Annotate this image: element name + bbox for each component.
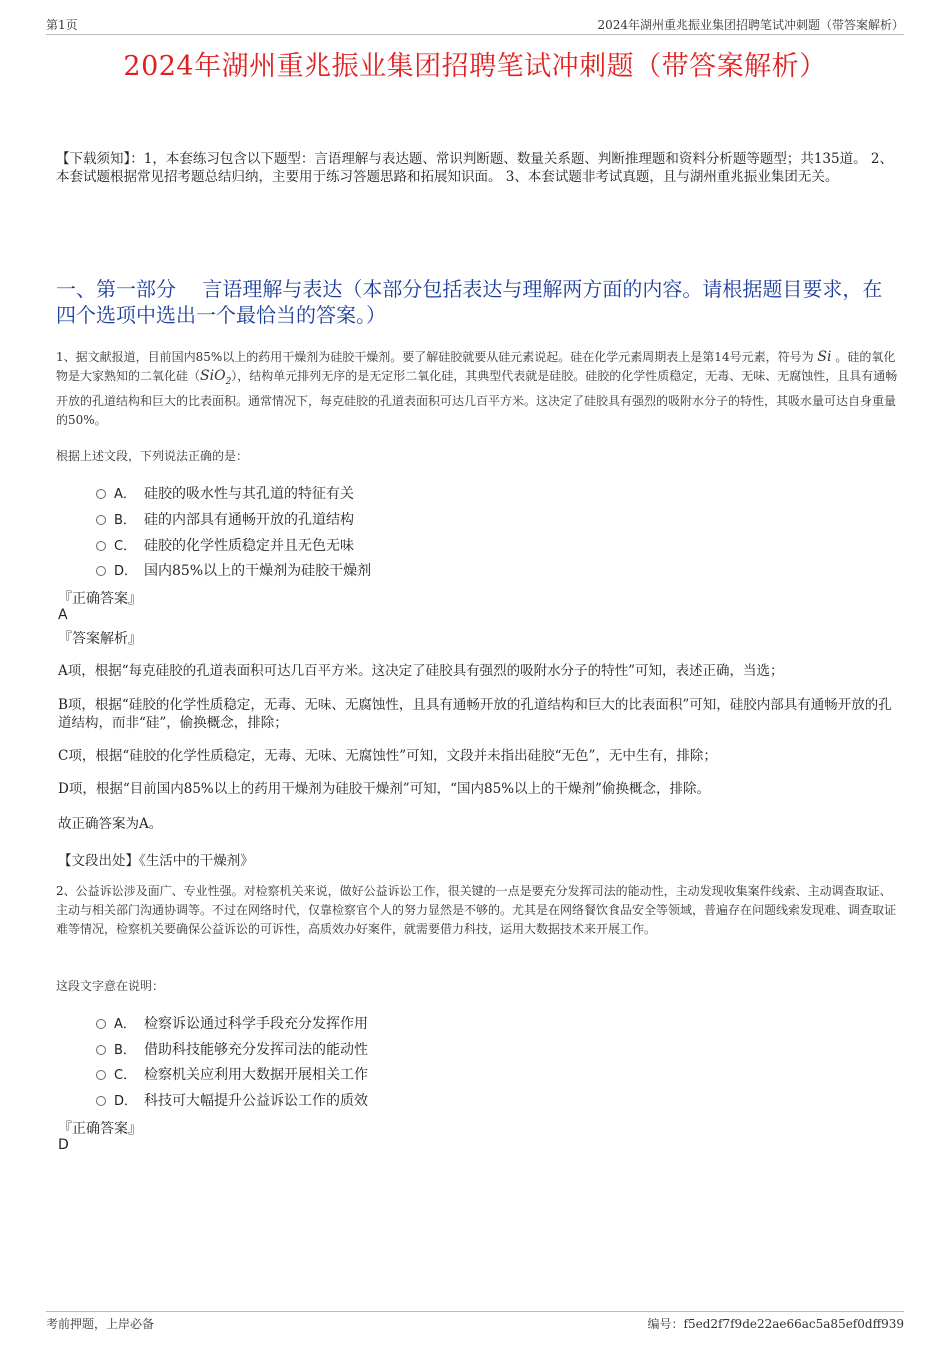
q2-answer: D [58, 1137, 69, 1153]
q2-option-d[interactable]: D． 科技可大幅提升公益诉讼工作的质效 [96, 1090, 368, 1110]
q1-text-b: 。硅的氧化物是大家熟知的二氧化硅（ [56, 350, 896, 383]
footer-slogan: 考前押题，上岸必备 [46, 1317, 155, 1331]
q1-option-b[interactable]: B． 硅的内部具有通畅开放的孔道结构 [96, 509, 354, 529]
q1-analysis-a: A项，根据“每克硅胶的孔道表面积可达几百平方米。这决定了硅胶具有强烈的吸附水分子的特性”可知，表述正确，当选； [58, 663, 784, 679]
radio-icon[interactable] [96, 1070, 106, 1080]
q1-analysis-d: D项，根据“目前国内85%以上的药用干燥剂为硅胶干燥剂”可知，“国内85%以上的干燥剂”偷换概念，排除。 [58, 781, 710, 797]
q1-option-d[interactable]: D． 国内85%以上的干燥剂为硅胶干燥剂 [96, 560, 371, 580]
question-1-text [56, 348, 901, 430]
question-2-text: 2、公益诉讼涉及面广、专业性强。对检察机关来说，做好公益诉讼工作，很关键的一点是要充分发挥司法的能动性，主动发现收集案件线索、主动调查取证、主动与相关部门沟通协调等。不过在网络时代，仅靠检察官个人的努力显然是不够的。尤其是在网络餐饮食品安全等领域，普遍存在问题线索发现难、调查取证难等情况，检察机关要确保公益诉讼的可诉性，高质效办好案件，就需要借力科技，运用大数据技术来开展工作。 [56, 884, 897, 936]
q1-text-a: 1、据文献报道，目前国内85%以上的药用干燥剂为硅胶干燥剂。要了解硅胶就要从硅元素说起。硅在化学元素周期表上是第14号元素，符号为 [56, 350, 814, 364]
q1-text-c: ），结构单元排列无序的是无定形二氧化硅，其典型代表就是硅胶。硅胶的化学性质稳定，无毒、无味、无腐蚀性，且具有通畅开放的孔道结构和巨大的比表面积。通常情况下，每克硅胶的孔道表面积可达几百平方米。这决定了硅胶具有强烈的吸附水分子的特性，其吸水量可达自身重量的50%。 [56, 369, 898, 427]
footer-id: 编号：f5ed2f7f9de22ae66ac5a85ef0dff939 [647, 1317, 904, 1331]
q1-answer: A [58, 607, 68, 623]
radio-icon[interactable] [96, 1096, 106, 1106]
page-title: 2024年湖州重兆振业集团招聘笔试冲刺题（带答案解析） [123, 51, 827, 82]
q2-option-b[interactable]: B． 借助科技能够充分发挥司法的能动性 [96, 1039, 368, 1059]
download-notice: 【下载须知】：1，本套练习包含以下题型：言语理解与表达题、常识判断题、数量关系题、判断推理题和资料分析题等题型；共135道。 2、本套试题根据常见招考题总结归纳，主要用于练习答题思路和拓展知识面。 3、本套试题非考试真题，且与湖州重兆振业集团无关。 [56, 151, 893, 185]
radio-icon[interactable] [96, 1045, 106, 1055]
question-1-ask: 根据上述文段，下列说法正确的是： [56, 449, 249, 463]
radio-icon[interactable] [96, 489, 106, 499]
page-header [46, 14, 904, 35]
q1-option-a[interactable]: A． 硅胶的吸水性与其孔道的特征有关 [96, 483, 354, 503]
header-doc-title: 2024年湖州重兆振业集团招聘笔试冲刺题（带答案解析） [597, 18, 904, 32]
radio-icon[interactable] [96, 541, 106, 551]
q1-analysis-label: 『答案解析』 [58, 631, 142, 647]
page-number: 第1页 [46, 18, 78, 32]
q2-answer-label: 『正确答案』 [58, 1121, 142, 1137]
q2-option-a[interactable]: A． 检察诉讼通过科学手段充分发挥作用 [96, 1013, 368, 1033]
q1-analysis-c: C项，根据“硅胶的化学性质稳定，无毒、无味、无腐蚀性”可知，文段并未指出硅胶“无色”，无中生有，排除； [58, 748, 717, 764]
question-2-ask: 这段文字意在说明： [56, 979, 165, 993]
radio-icon[interactable] [96, 1019, 106, 1029]
si-symbol: Si [817, 349, 832, 365]
page-footer [46, 1311, 904, 1332]
q2-option-c[interactable]: C． 检察机关应利用大数据开展相关工作 [96, 1064, 368, 1084]
section-heading: 一、第一部分 言语理解与表达（本部分包括表达与理解两方面的内容。请根据题目要求，在四个选项中选出一个最恰当的答案。） [56, 277, 883, 327]
q1-source: 【文段出处】《生活中的干燥剂》 [58, 853, 254, 869]
q1-conclusion: 故正确答案为A。 [58, 816, 163, 832]
radio-icon[interactable] [96, 515, 106, 525]
q1-analysis-b: B项，根据“硅胶的化学性质稳定，无毒、无味、无腐蚀性，且具有通畅开放的孔道结构和巨大的比表面积”可知，硅胶内部具有通畅开放的孔道结构，而非“硅”，偷换概念，排除； [58, 697, 892, 731]
sio2-symbol: SiO$_2$ [200, 368, 232, 387]
q1-option-c[interactable]: C． 硅胶的化学性质稳定并且无色无味 [96, 535, 354, 555]
radio-icon[interactable] [96, 566, 106, 576]
q1-answer-label: 『正确答案』 [58, 591, 142, 607]
